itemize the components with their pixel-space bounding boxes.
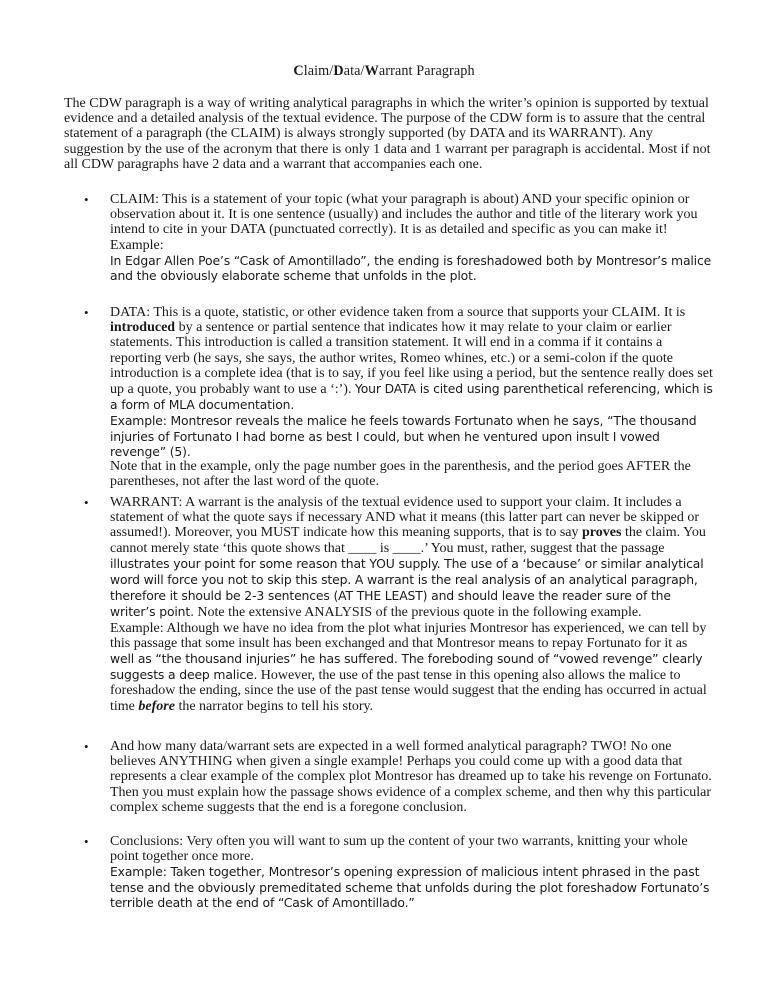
conclusions-example: Example: Taken together, Montresor’s opening expression of malicious intent phrased in the past tense and the obviously premeditated scheme that unfolds during the plot foreshadow Fortunato’s terrible death at the end of “Cask of Amontillado.” [110, 864, 710, 910]
bullet-icon: • [84, 834, 89, 849]
title-w: W [364, 63, 379, 79]
title-arrant: arrant Paragraph [378, 63, 475, 79]
warrant-example: Example: Although we have no idea from the plot what injuries Montresor has experienced, we can tell by this passage that some insult has been exchanged and that Montresor means to repay Fortunato for it as well as “the thousand injuries” he has suffered. The foreboding sound of “vowed revenge” clearly suggests a deep malice. However, the use of the past tense in this opening also allows the malice to foreshadow the ending, since the use of the past tense would suggest that the ending has occurred in actual time before the narrator begins to tell his story. [110, 620, 707, 714]
title-ata: ata/ [343, 63, 365, 79]
claim-example: In Edgar Allen Poe’s “Cask of Amontillado”, the ending is foreshadowed both by Montresor’s malice and the obviously elaborate scheme that unfolds in the plot. [110, 252, 712, 284]
bullet-icon: • [84, 305, 89, 320]
warrant-text: WARRANT: A warrant is the analysis of the textual evidence used to support your claim. It includes a statement of what the quote says if necessary AND what it means (this latter part can never be skipped or assumed!). Moreover, you MUST indicate how this meaning supports, that is to say proves the claim. You cannot merely state ‘this quote shows that ____ is ____.’ You must, rather, suggest that the passage illustrates your point for some reason that YOU supply. The use of a ‘because’ or similar analytical word will force you not to skip this step. A warrant is the real analysis of an analytical paragraph, therefore it should be 2-3 sentences (AT THE LEAST) and should leave the reader sure of the writer’s point. Note the extensive ANALYSIS of the previous quote in the following example. [110, 495, 706, 621]
list-item [64, 192, 714, 283]
conclusions-section [64, 834, 714, 910]
sets-text: And how many data/warrant sets are expected in a well formed analytical paragraph? TWO! No one believes ANYTHING when given a single example! Perhaps you could come up with a good data that represents a clear example of the complex plot Montresor has dreamed up to take his revenge on Fortunato. Then you must explain how the passage shows evidence of a complex scheme, and then why this particular complex scheme suggests that the end is a foregone conclusion. [110, 739, 712, 815]
list-item [64, 495, 714, 714]
list-item [64, 834, 714, 910]
bullet-icon: • [84, 739, 89, 754]
sets-section [64, 739, 714, 815]
claim-example-label: Example: [110, 237, 164, 253]
title-laim: laim/ [303, 63, 334, 79]
data-note: Note that in the example, only the page number goes in the parenthesis, and the period goes AFTER the parentheses, not after the last word of the quote. [110, 459, 691, 490]
title-c: C [293, 63, 304, 79]
bullet-icon: • [84, 495, 89, 510]
title-d: D [333, 63, 344, 79]
warrant-section [64, 495, 714, 714]
list-item [64, 305, 714, 489]
data-section [64, 305, 714, 489]
intro-paragraph: The CDW paragraph is a way of writing analytical paragraphs in which the writer’s opinion is supported by textual evidence and a detailed analysis of the textual evidence. The purpose of the CDW form is to assure that the central statement of a paragraph (the CLAIM) is always strongly supported (by DATA and its WARRANT). Any suggestion by the use of the acronym that there is only 1 data and 1 warrant per paragraph is accidental. Most if not all CDW paragraphs have 2 data and a warrant that accompanies each one. [64, 96, 711, 172]
conclusions-text: Conclusions: Very often you will want to sum up the content of your two warrants, knitting your whole point together once more. [110, 834, 688, 865]
data-example: Example: Montresor reveals the malice he feels towards Fortunato when he says, “The thousand injuries of Fortunato I had borne as best I could, but when he ventured upon insult I vowed revenge” (5). [110, 413, 697, 459]
data-text: DATA: This is a quote, statistic, or other evidence taken from a source that supports your CLAIM. It is introduced by a sentence or partial sentence that indicates how it may relate to your claim or earlier statements. This introduction is called a transition statement. It will end in a comma if it contains a reporting verb (he says, she says, the author writes, Romeo whines, etc.) or a semi-colon if the quote introduction is a complete idea (that is to say, if you feel like using a period, but the sentence really does set up a quote, you probably want to use a ‘:’). Your DATA is cited using parenthetical referencing, which is a form of MLA documentation. [110, 305, 713, 413]
claim-text: CLAIM: This is a statement of your topic (what your paragraph is about) AND your specific opinion or observation about it. It is one sentence (usually) and includes the author and title of the literary work you intend to cite in your DATA (punctuated correctly). It is as detailed and specific as you can make it! [110, 192, 698, 238]
claim-section [64, 192, 714, 283]
list-item [64, 739, 714, 815]
page-title [0, 63, 768, 80]
bullet-icon: • [84, 192, 89, 207]
